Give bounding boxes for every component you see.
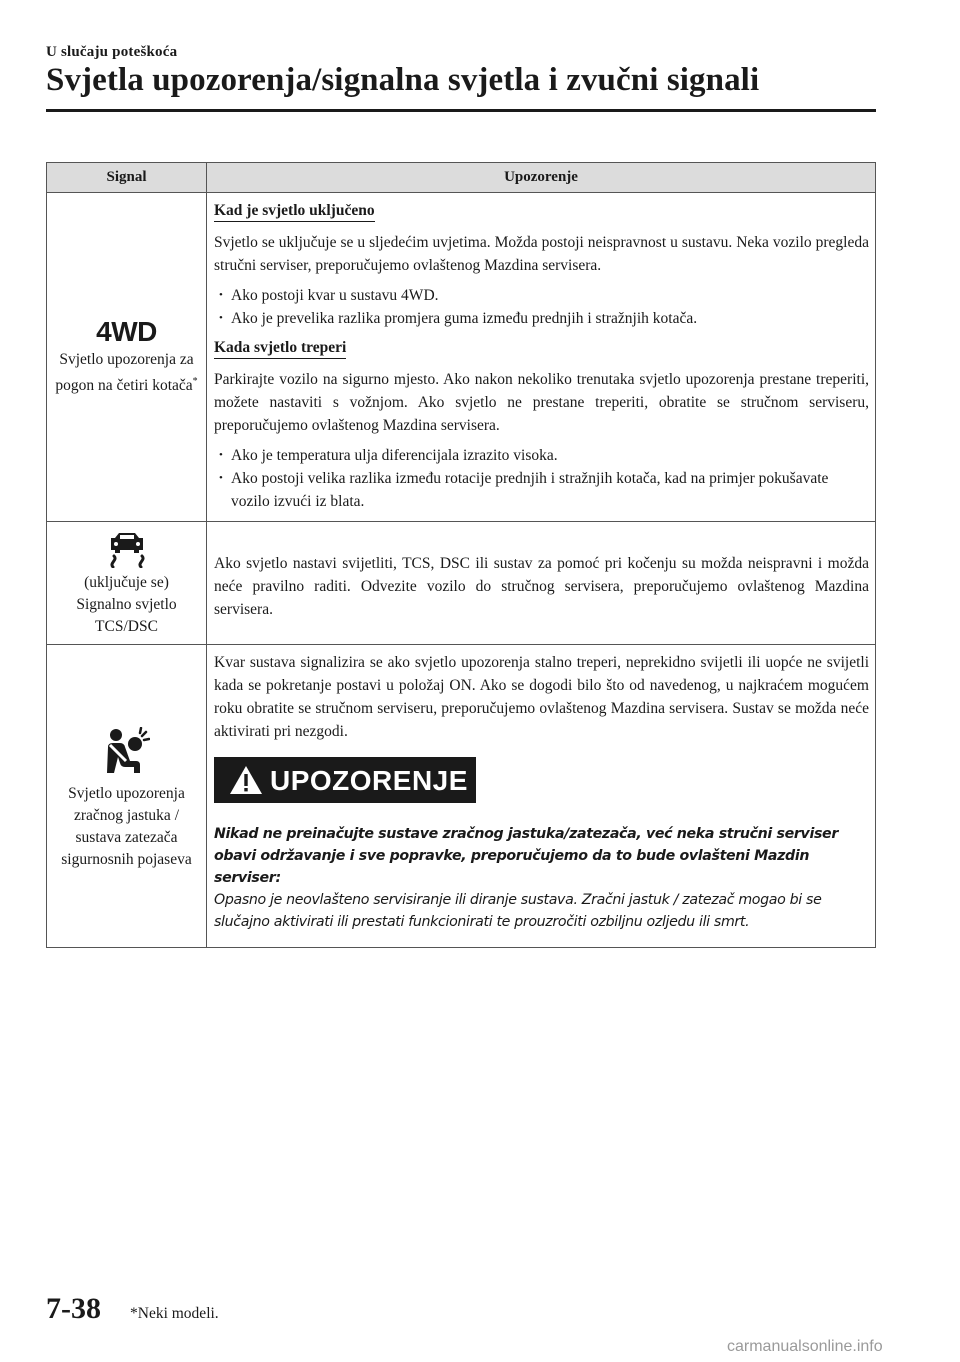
signal-cell — [47, 645, 207, 948]
page-number: 7-38 — [46, 1292, 101, 1325]
paragraph: Kvar sustava signalizira se ako svjetlo upozorenja stalno treperi, neprekidno svijetli ili uopće ne svijetli kada se pokretanje postavi u položaj ON. Ako se dogodi bilo što od navedenog, u najkraćem mogućem roku obratite se stručnom serviseru, preporučujemo ovlaštenog Mazdina servisera. Sustav se možda neće aktivirati pri nezgodi. — [214, 654, 869, 740]
sub-heading: Kad je svjetlo uključeno — [214, 201, 375, 222]
table-header-row — [47, 163, 876, 193]
list-item: • Ako je prevelika razlika promjera guma između prednjih i stražnjih kotača. — [214, 307, 869, 330]
table-row — [47, 193, 876, 522]
warning-text — [214, 823, 869, 933]
warning-cell — [207, 645, 876, 948]
warning-lights-table — [46, 162, 876, 948]
bullet-list — [214, 444, 869, 513]
4wd-icon: 4WD — [96, 315, 157, 347]
table-row — [47, 645, 876, 948]
tcs-dsc-skid-icon — [105, 532, 149, 568]
table-row — [47, 522, 876, 645]
signal-cell — [47, 193, 207, 522]
warning-body-text: Opasno je neovlašteno servisiranje ili diranje sustava. Zračni jastuk / zatezač mogao bi se slučajno aktivirati ili prestati funkcionirati te prouzročiti ozbiljnu ozljedu ili smrt. — [214, 892, 822, 930]
list-item: • Ako postoji velika razlika između rotacije prednjih i stražnjih kotača, kad na primjer pokušavate vozilo izvući iz blata. — [214, 467, 869, 513]
list-item: • Ako je temperatura ulja diferencijala izrazito visoka. — [214, 444, 869, 467]
warning-label: UPOZORENJE — [270, 764, 468, 796]
page-title: Svjetla upozorenja/signalna svjetla i zvučni signali — [46, 62, 760, 98]
warning-cell — [207, 522, 876, 645]
footnote: *Neki modeli. — [130, 1305, 219, 1322]
signal-label: Svjetlo upozorenja zračnog jastuka / sustava zatezača sigurnosnih pojaseva — [61, 785, 192, 868]
watermark: carmanualsonline.info — [727, 1338, 883, 1355]
title-rule — [46, 109, 876, 112]
signal-label: Signalno svjetlo TCS/DSC — [76, 596, 177, 635]
section-label: U slučaju poteškoća — [46, 44, 178, 60]
column-header-signal: Signal — [47, 163, 207, 193]
paragraph: Ako svjetlo nastavi svijetliti, TCS, DSC ili sustav za pomoć pri kočenju su možda neispravni i možda neće pravilno raditi. Odvezite vozilo do stručnog servisera, preporučujemo ovlaštenog Mazdina servisera. — [214, 555, 869, 618]
warning-bold-text: Nikad ne preinačujte sustave zračnog jastuka/zatezača, već neka stručni serviser obavi održavanje i sve popravke, preporučujemo da to bude ovlašteni Mazdin serviser: — [214, 826, 838, 886]
list-item: • Ako postoji kvar u sustavu 4WD. — [214, 284, 869, 307]
signal-label: Svjetlo upozorenja za pogon na četiri kotača* — [55, 350, 198, 395]
warning-banner — [214, 757, 476, 803]
sub-heading: Kada svjetlo treperi — [214, 338, 346, 359]
signal-cell — [47, 522, 207, 645]
column-header-warning: Upozorenje — [207, 163, 876, 193]
airbag-seatbelt-icon — [104, 727, 150, 775]
bullet-list — [214, 284, 869, 330]
warning-triangle-icon — [228, 764, 264, 796]
paragraph: Svjetlo se uključuje se u sljedećim uvjetima. Možda postoji neispravnost u sustavu. Neka vozilo pregleda stručni serviser, preporučujemo ovlaštenog Mazdina servisera. — [214, 234, 869, 274]
paragraph: Parkirajte vozilo na sigurno mjesto. Ako nakon nekoliko trenutaka svjetlo upozorenja prestane treperiti, možete nastaviti s vožnjom. Ako svjetlo ne prestane treperiti, obratite se stručnom serviseru, preporučujemo ovlaštenog Mazdina servisera. — [214, 371, 869, 434]
warning-cell — [207, 193, 876, 522]
signal-status: (uključuje se) — [84, 574, 169, 591]
